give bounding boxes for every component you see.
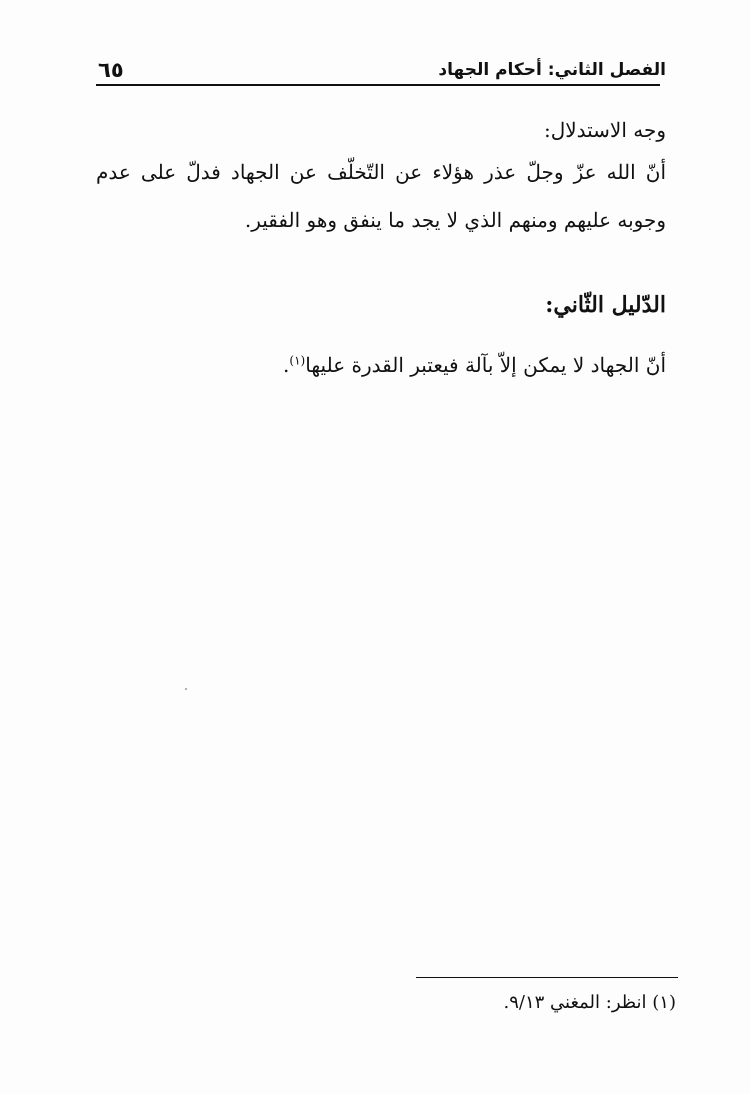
section2-end: .: [283, 353, 290, 377]
footnote-marker: (١): [652, 992, 676, 1013]
scan-speck: [185, 688, 187, 690]
footnote-1: [503, 992, 676, 1013]
footnote-rule: [416, 977, 678, 978]
chapter-title: الفصل الثاني: أحكام الجهاد: [438, 60, 666, 80]
header-rule: [96, 84, 660, 86]
footnote-reference: (١): [289, 353, 306, 368]
section2-heading: الدّليل الثّاني:: [545, 292, 666, 318]
page-number: ٦٥: [98, 58, 124, 82]
section2-text: أنّ الجهاد لا يمكن إلاّ بآلة فيعتبر القدرة عليها: [305, 353, 666, 377]
section1-line1: أنّ الله عزّ وجلّ عذر هؤلاء عن التّخلّف عن الجهاد فدلّ على عدم: [96, 160, 666, 184]
footnote-text: انظر: المغني ٩/١٣.: [503, 992, 647, 1013]
section2-paragraph: [283, 353, 666, 377]
section1-heading: وجه الاستدلال:: [543, 118, 666, 142]
section1-line2: وجوبه عليهم ومنهم الذي لا يجد ما ينفق وهو الفقير.: [244, 208, 666, 232]
